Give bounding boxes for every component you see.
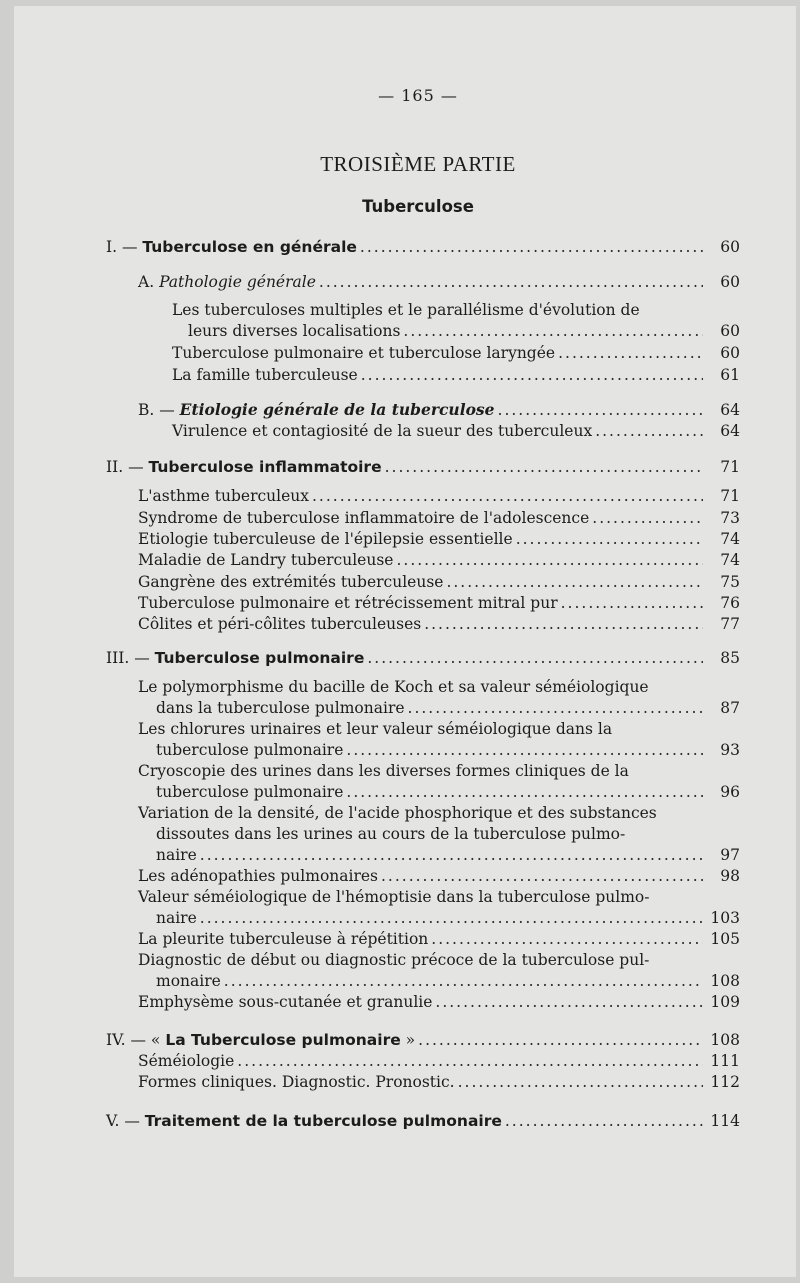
toc-entry <box>172 343 740 364</box>
toc-entry <box>156 782 740 803</box>
toc-entry <box>138 529 740 550</box>
toc-entry-text: dissoutes dans les urines au cours de la tuberculose pulmo- <box>156 825 626 843</box>
leader-dots <box>361 365 703 386</box>
page-ref: 60 <box>720 238 740 256</box>
toc-entry <box>138 614 740 635</box>
entry-title: Syndrome de tuberculose inflammatoire de l'adolescence <box>138 509 590 527</box>
leader-dots <box>516 529 703 550</box>
subsection-title: Pathologie générale <box>159 273 316 291</box>
page-ref: 96 <box>720 783 740 801</box>
toc-subsection-b <box>138 399 740 421</box>
page-ref: 75 <box>720 573 740 591</box>
part-title: TROISIÈME PARTIE <box>320 152 516 176</box>
entry-title: La pleurite tuberculeuse à répétition <box>138 930 429 948</box>
page-ref: 76 <box>720 594 740 612</box>
entry-title: Virulence et contagiosité de la sueur des tuberculeux <box>172 422 593 440</box>
page-ref: 103 <box>710 909 740 927</box>
page-ref: 114 <box>710 1112 740 1130</box>
entry-title: L'asthme tuberculeux <box>138 487 309 505</box>
toc-entry-text: Cryoscopie des urines dans les diverses formes cliniques de la <box>138 762 629 780</box>
toc-entry <box>138 929 740 950</box>
toc-entry <box>138 992 740 1013</box>
toc-section-3 <box>106 648 740 669</box>
entry-title: Formes cliniques. Diagnostic. Pronostic. <box>138 1073 455 1091</box>
leader-dots <box>595 421 703 442</box>
entry-title: Tuberculose pulmonaire et rétrécissement mitral pur <box>138 594 558 612</box>
subject-title: Tuberculose <box>362 197 474 216</box>
page-ref: 74 <box>720 530 740 548</box>
section-number: III. — <box>106 649 155 667</box>
entry-title: monaire <box>156 972 221 990</box>
leader-dots <box>346 740 703 761</box>
page-ref: 93 <box>720 741 740 759</box>
toc-entry <box>138 1072 740 1093</box>
toc-section-1 <box>106 237 740 258</box>
toc-entry <box>172 421 740 442</box>
leader-dots <box>312 486 703 507</box>
subsection-title: Etiologie générale de la tuberculose <box>179 400 495 419</box>
toc-subsection-a <box>138 272 740 293</box>
toc-entry <box>138 508 740 529</box>
leader-dots <box>360 237 703 258</box>
page-ref: 60 <box>720 322 740 340</box>
section-title: Tuberculose inflammatoire <box>148 458 382 476</box>
entry-title: naire <box>156 846 197 864</box>
toc-entry <box>156 971 740 992</box>
section-title: Tuberculose en générale <box>142 238 357 256</box>
page-ref: 108 <box>710 972 740 990</box>
toc-entry-text: Variation de la densité, de l'acide phosphorique et des substances <box>138 804 657 822</box>
page-ref: 108 <box>710 1031 740 1049</box>
leader-dots <box>435 992 703 1013</box>
page-ref: 60 <box>720 273 740 291</box>
toc-section-4 <box>106 1030 740 1051</box>
page-ref: 77 <box>720 615 740 633</box>
toc-entry-text: Diagnostic de début ou diagnostic précoce de la tuberculose pul- <box>138 951 650 969</box>
entry-title: tuberculose pulmonaire <box>156 783 344 801</box>
section-number: IV. — « <box>106 1031 166 1049</box>
leader-dots <box>367 648 703 669</box>
leader-dots <box>381 866 703 887</box>
page-ref: 71 <box>720 458 740 476</box>
entry-title: Séméiologie <box>138 1052 235 1070</box>
entry-title: Côlites et péri-côlites tuberculeuses <box>138 615 422 633</box>
leader-dots <box>498 400 703 421</box>
page-ref: 61 <box>720 366 740 384</box>
entry-title: dans la tuberculose pulmonaire <box>156 699 405 717</box>
entry-title: Emphysème sous-cutanée et granulie <box>138 993 433 1011</box>
section-number: I. — <box>106 238 143 256</box>
closing-quote: » <box>400 1031 416 1049</box>
entry-title: Tuberculose pulmonaire et tuberculose laryngée <box>172 344 556 362</box>
toc-entry <box>138 1051 740 1072</box>
page-ref: 60 <box>720 344 740 362</box>
page-ref: 109 <box>710 993 740 1011</box>
toc-entry <box>156 908 740 929</box>
toc-entry <box>156 698 740 719</box>
toc-entry <box>138 572 740 593</box>
page-ref: 74 <box>720 551 740 569</box>
subsection-letter: B. — <box>138 401 180 419</box>
leader-dots <box>418 1030 703 1051</box>
leader-dots <box>424 614 703 635</box>
entry-title: Maladie de Landry tuberculeuse <box>138 551 394 569</box>
toc-entry <box>156 740 740 761</box>
section-number: V. — <box>106 1112 145 1130</box>
toc-entry-text: Les chlorures urinaires et leur valeur séméiologique dans la <box>138 720 613 738</box>
page-ref: 87 <box>720 699 740 717</box>
section-title: Tuberculose pulmonaire <box>154 649 365 667</box>
page-ref: 98 <box>720 867 740 885</box>
toc-entry <box>138 866 740 887</box>
leader-dots <box>592 508 703 529</box>
leader-dots <box>403 321 703 342</box>
entry-title: tuberculose pulmonaire <box>156 741 344 759</box>
leader-dots <box>446 572 703 593</box>
leader-dots <box>200 845 703 866</box>
leader-dots <box>385 457 703 478</box>
section-number: II. — <box>106 458 149 476</box>
page-ref: 73 <box>720 509 740 527</box>
leader-dots <box>396 550 703 571</box>
toc-entry <box>172 365 740 386</box>
entry-title: leurs diverses localisations <box>188 322 401 340</box>
toc-section-5 <box>106 1111 740 1132</box>
entry-title: Etiologie tuberculeuse de l'épilepsie essentielle <box>138 530 513 548</box>
leader-dots <box>237 1051 703 1072</box>
entry-title: naire <box>156 909 197 927</box>
leader-dots <box>561 593 703 614</box>
leader-dots <box>224 971 703 992</box>
toc-entry <box>138 550 740 571</box>
leader-dots <box>200 908 703 929</box>
leader-dots <box>319 272 703 293</box>
subsection-letter: A. <box>138 273 160 291</box>
toc-entry <box>138 486 740 507</box>
page-ref: 64 <box>720 401 740 419</box>
toc-entry <box>188 321 740 342</box>
leader-dots <box>431 929 703 950</box>
toc-entry-text: Valeur séméiologique de l'hémoptisie dans la tuberculose pulmo- <box>138 888 650 906</box>
leader-dots <box>505 1111 703 1132</box>
toc-entry <box>138 593 740 614</box>
toc-entry-text: Le polymorphisme du bacille de Koch et sa valeur séméiologique <box>138 678 649 696</box>
toc-entry <box>156 845 740 866</box>
entry-title: Les adénopathies pulmonaires <box>138 867 378 885</box>
page-ref: 85 <box>720 649 740 667</box>
page-number: — 165 — <box>378 86 458 105</box>
page-ref: 112 <box>710 1073 740 1091</box>
toc-section-2 <box>106 457 740 478</box>
page-ref: 111 <box>710 1052 740 1070</box>
leader-dots <box>346 782 703 803</box>
section-title: Traitement de la tuberculose pulmonaire <box>144 1112 502 1130</box>
section-title: La Tuberculose pulmonaire <box>165 1031 401 1049</box>
page-ref: 105 <box>710 930 740 948</box>
entry-title: Gangrène des extrémités tuberculeuse <box>138 573 444 591</box>
entry-title: La famille tuberculeuse <box>172 366 358 384</box>
leader-dots <box>458 1072 703 1093</box>
leader-dots <box>558 343 703 364</box>
page-ref: 97 <box>720 846 740 864</box>
leader-dots <box>408 698 703 719</box>
page-ref: 71 <box>720 487 740 505</box>
toc-entry-text: Les tuberculoses multiples et le parallélisme d'évolution de <box>172 301 640 319</box>
page-ref: 64 <box>720 422 740 440</box>
